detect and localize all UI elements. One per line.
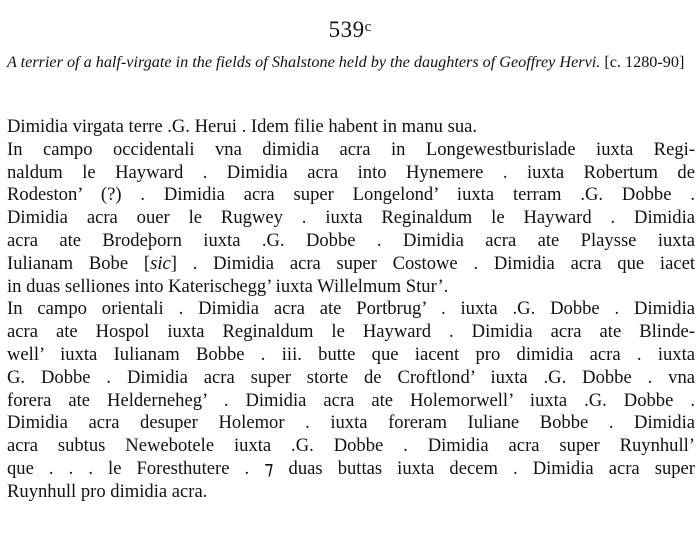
document-body [7,116,695,504]
text-line: forera ate Helderneheg’ . Dimidia acra ate Holemorwell’ iuxta .G. Dobbe . [7,389,695,411]
text-line: Ruynhull pro dimidia acra. [7,480,208,502]
paragraph-west-field [7,139,695,299]
paragraph-east-field [7,298,695,503]
text-line: In campo occidentali vna dimidia acra in Longewestburislade iuxta Regi- [7,138,695,160]
sic-mark: sic [150,252,171,274]
text-line: acra ate Brodeþorn iuxta .G. Dobbe . Dimidia acra ate Playsse iuxta [7,229,695,251]
text-line: In campo orientali . Dimidia acra ate Portbrug’ . iuxta .G. Dobbe . Dimidia [7,298,695,320]
document-number [0,16,700,47]
document-heading [7,52,695,72]
text-line: acra ate Hospol iuxta Reginaldum le Hayward . Dimidia acra ate Blinde- [7,321,695,343]
text-line: G. Dobbe . Dimidia acra super storte de Croftlond’ iuxta .G. Dobbe . vna [7,366,695,388]
text-line: Rodeston’ (?) . Dimidia acra super Longelond’ iuxta terram .G. Dobbe . [7,184,695,206]
heading-date: [c. 1280-90] [604,53,685,71]
text-line: in duas selliones into Katerischegg’ iuxta Willelmum Stur’. [7,275,449,297]
text-line: well’ iuxta Iulianam Bobbe . iii. butte que iacent pro dimidia acra . iuxta [7,343,695,365]
text-line: Dimidia acra desuper Holemor . iuxta foreram Iuliane Bobbe . Dimidia [7,412,695,434]
text-line: Dimidia acra ouer le Rugwey . iuxta Reginaldum le Hayward . Dimidia [7,207,695,229]
document-number-main: 539 [328,17,365,42]
text-line: que . . . le Foresthutere . ⁊ duas buttas iuxta decem . Dimidia acra super [7,457,695,479]
paragraph-header [7,116,695,139]
text-line: naldum le Hayward . Dimidia acra into Hynemere . iuxta Robertum de [7,161,695,183]
document-number-suffix: c [364,19,372,35]
text-line: acra subtus Newebotele iuxta .G. Dobbe . Dimidia acra super Ruynhull’ [7,435,695,457]
text-line-with-sic: Iulianam Bobe [sic] . Dimidia acra super Costowe . Dimidia acra que iacet [7,252,695,274]
text-line: Dimidia virgata terre .G. Herui . Idem filie habent in manu sua. [7,116,478,137]
heading-title: A terrier of a half-virgate in the fields of Shalstone held by the daughters of Geoffrey Hervi. [7,53,601,71]
